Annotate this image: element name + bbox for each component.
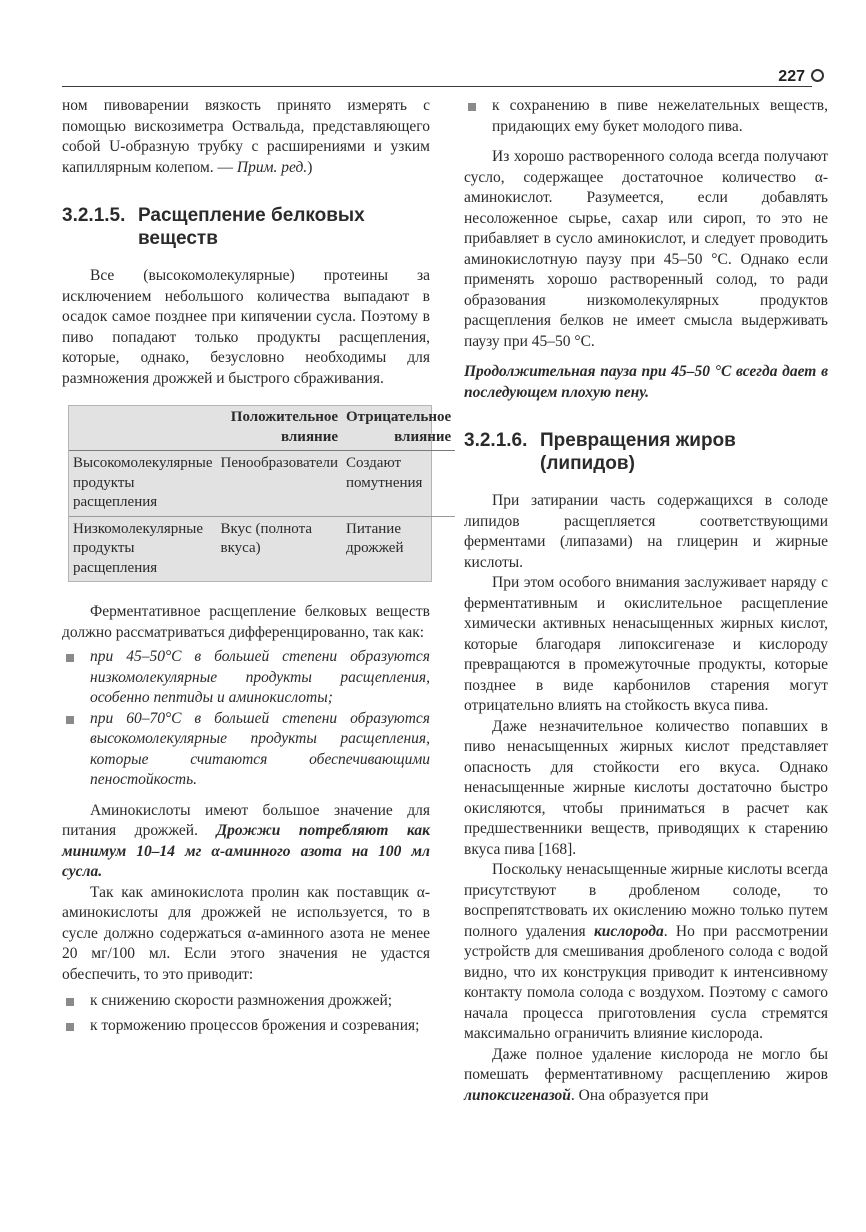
list-item: при 60–70°С в большей степени образуются высокомолекулярные продукты расщепления, которые считаются обеспечивающими пеностойкость. <box>62 709 430 791</box>
note-bold: Продолжительная пауза при 45–50 °С всегда дает в последующем плохую пену. <box>464 363 828 401</box>
bullet-icon <box>66 654 74 662</box>
section-title: Превращения жиров (липидов) <box>540 430 736 474</box>
paragraph: Даже полное удаление кислорода не могло бы помешать ферментативному расщеплению жиров липоксигеназой. Она образуется при <box>464 1045 828 1104</box>
bullet-icon <box>66 998 74 1006</box>
paragraph: Даже незначительное количество попавших в пиво ненасыщенных жирных кислот представляет опасность для стойкости его вкуса. Однако ненасыщенные жирные кислоты достаточно быстро окисляются, чтобы приниматься в расчет как предшественники веществ, приводящих к старению вкуса пива [168]. <box>464 717 828 858</box>
paragraph: Из хорошо растворенного солода всегда получают сусло, содержащее достаточное количество α-аминокислот. Разумеется, если добавлять несоложенное сырье, сахар или сироп, то это не прибавляет в сусло аминокислот, и следует проводить аминокислотную паузу при 45–50 °С. Однако если применять хорошо растворенный солод, то ради образования низкомолекулярных продуктов расщепления белков не имеет смысла выдерживать паузу при 45–50 °С. <box>464 148 828 350</box>
paragraph: Аминокислоты имеют большое значение для питания дрожжей. Дрожжи потребляют как минимум 10–14 мг α-аминного азота на 100 мл сусла. <box>62 801 430 880</box>
list-item: к торможению процессов брожения и созревания; <box>62 1016 430 1037</box>
section-title: Расщепление белковых веществ <box>138 205 365 249</box>
table-cell: Вкус (полнота вкуса) <box>220 520 313 556</box>
bullet-icon <box>66 716 74 724</box>
bullet-icon <box>468 103 476 111</box>
table-header-negative: Отрицательное влияние <box>342 406 455 451</box>
page-marker-icon <box>811 69 824 82</box>
table-row <box>69 451 455 517</box>
section-number: 3.2.1.5. <box>62 205 126 226</box>
paragraph: При этом особого внимания заслуживает наряду с ферментативным и окислительное расщепление химически активных ненасыщенных жирных кислот, которые благодаря липоксигеназе и кислороду превращаются в промежуточные продукты, которые позднее в виде карбонилов старения могут отрицательно влиять на стойкость вкуса пива. <box>464 574 828 714</box>
paragraph: Ферментативное расщепление белковых веществ должно рассматриваться дифференцированно, так как: <box>62 603 430 641</box>
table-cell: Создают помутнения <box>342 451 455 517</box>
section-heading-3-2-1-6 <box>464 429 828 475</box>
right-column <box>464 96 828 1106</box>
list-item: при 45–50°С в большей степени образуются низкомолекулярные продукты расщепления, особенно пептиды и аминокислоты; <box>62 647 430 709</box>
table-header-positive: Положительное влияние <box>216 406 342 451</box>
table-row <box>69 516 455 581</box>
table-cell: Пенообразователи <box>216 451 342 517</box>
list-item: к снижению скорости размножения дрожжей; <box>62 991 430 1012</box>
intro-paragraph: ном пивоварении вязкость принято измерять с помощью вискозиметра Оствальда, представляющего собой U-образную трубку с расширениями и узким капиллярным колепом. — Прим. ред.) <box>62 97 430 176</box>
protein-effects-table <box>68 405 452 582</box>
bullet-icon <box>66 1023 74 1031</box>
left-column <box>62 96 452 1036</box>
bullet-list <box>464 96 828 137</box>
paragraph: При затирании часть содержащихся в солоде липидов расщепляется соответствующими ферментами (липазами) на глицерин и жирные кислоты. <box>464 492 828 571</box>
page-number: 227 <box>778 68 824 86</box>
section-number: 3.2.1.6. <box>464 430 528 451</box>
paragraph: Все (высокомолекулярные) протеины за исключением небольшого количества выпадают в осадок самое позднее при кипячении сусла. Поэтому в пиво попадают только продукты расщепления, которые, однако, безусловно необходимы для размножения дрожжей и быстрого сбраживания. <box>62 267 430 387</box>
table-cell: Низкомолекулярные продукты расщепления <box>73 520 204 576</box>
paragraph: Так как аминокислота пролин как поставщик α-аминокислоты для дрожжей не используется, то в сусле должно содержаться α-аминного азота не менее 20 мг/100 мл. Если этого значения не удастся обеспечить, то это приводит: <box>62 883 430 983</box>
paragraph: Поскольку ненасыщенные жирные кислоты всегда присутствуют в дробленом солоде, то воспрепятствовать их окислению можно только путем полного удаления кислорода. Но при рассмотрении устройств для смешивания дробленого солода с водой видно, что их конструкция приводит к интенсивному контакту помола солода с воздухом. Поэтому с самого начала процесса приготовления сусла стремятся максимально ограничить влияние кислорода. <box>464 861 829 1042</box>
list-item: к сохранению в пиве нежелательных веществ, придающих ему букет молодого пива. <box>464 96 828 137</box>
table-header-empty <box>69 406 216 451</box>
header-rule <box>62 86 812 87</box>
section-heading-3-2-1-5 <box>62 204 430 250</box>
bullet-list <box>62 991 430 1036</box>
table-cell: Питание дрожжей <box>346 520 404 556</box>
bullet-list <box>62 647 430 791</box>
table-cell: Высокомолекулярные продукты расщепления <box>69 451 216 517</box>
